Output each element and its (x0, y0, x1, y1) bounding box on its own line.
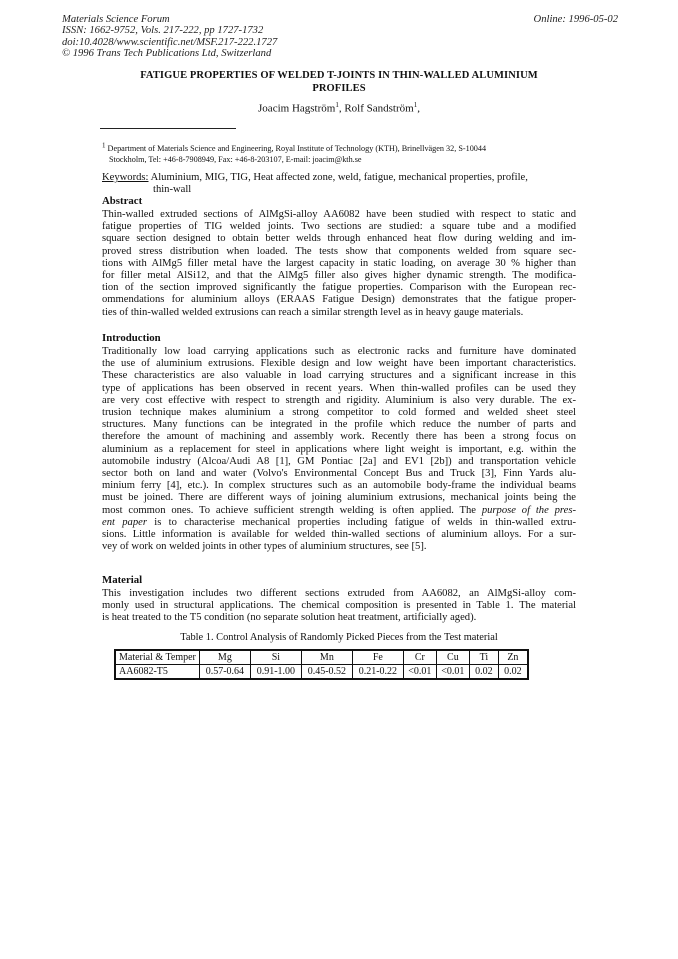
paper-title (100, 70, 578, 95)
abstract-line: Thin-walled extruded sections of AlMgSi-alloy AA6082 have been studied with respect to static and (102, 209, 576, 220)
paper-title-line-1: FATIGUE PROPERTIES OF WELDED T-JOINTS IN THIN-WALLED ALUMINIUM (140, 70, 538, 81)
introduction-line: the use of aluminium extrusions. Flexible design and low weight have been important characteristics. (102, 358, 576, 370)
table-cell: 0.45-0.52 (301, 665, 352, 680)
table-header-cell: Fe (352, 650, 403, 665)
abstract-heading: Abstract (102, 195, 143, 207)
material-line: This investigation includes two different sections extruded from AA6082, an AlMgSi-alloy com- (102, 588, 576, 599)
abstract-line: ties of thin-walled welded extrusions can reach a similar strength level as in heavy gauge materials. (102, 306, 524, 318)
introduction-line: Traditionally low load carrying applications such as electronic racks and furniture have dominated (102, 346, 576, 357)
table-cell: 0.21-0.22 (352, 665, 403, 680)
table-header-cell: Si (250, 650, 301, 665)
affiliation (102, 140, 562, 165)
introduction-line: minium ferry [4], etc.). In complex structures such as an automobile body-frame the individual beams (102, 480, 576, 492)
abstract-line: ommendations for aluminium alloys (ERAAS Fatigue Design) demonstrates that the fatigue proper- (102, 294, 576, 306)
keywords-line-2: thin-wall (153, 184, 192, 196)
material-heading: Material (102, 574, 143, 586)
table-cell: 0.02 (469, 665, 498, 680)
introduction-line: ent paper is to characterise mechanical properties including fatigue of welds in thin-walled extru- (102, 516, 576, 528)
table-cell: 0.91-1.00 (250, 665, 301, 680)
introduction-body (102, 346, 576, 553)
authors: Joacim Hagström$^1$, Rolf Sandström$^1$, (258, 101, 420, 115)
introduction-line: therefore the amount of machining and assembly work. Recently there has been a strong focus on (102, 431, 576, 443)
table-cell: 0.57-0.64 (199, 665, 250, 680)
abstract-line: tions with AlMg5 filler metal have the largest capacity in static loading, on average 30 % higher than (102, 257, 576, 269)
introduction-line: most common ones. To achieve sufficient strength welding is often applied. The purpose of the pres- (102, 504, 576, 516)
table-header-cell: Ti (469, 650, 498, 665)
introduction-line: type of applications has been observed in recent years. When thin-walled profiles can be used they (102, 382, 576, 394)
footnote-rule (100, 128, 236, 129)
table-caption: Table 1. Control Analysis of Randomly Picked Pieces from the Test material (180, 632, 498, 643)
keywords-line-1: Aluminium, MIG, TIG, Heat affected zone, weld, fatigue, mechanical properties, profile, (148, 172, 528, 183)
keywords-label: Keywords: (102, 172, 149, 183)
table-header-cell: Mn (301, 650, 352, 665)
introduction-line: vey of work on welded joints in other types of aluminium structures, see [5]. (102, 541, 427, 553)
introduction-line: These characteristics are also valuable in load carrying structures and a significant increase in this (102, 370, 576, 382)
introduction-line: structures. Many functions can be integrated in the profile which reduce the number of parts and (102, 419, 576, 431)
material-line: monly used in structural applications. The chemical composition is presented in Table 1. The material (102, 600, 576, 612)
journal-issn: ISSN: 1662-9752, Vols. 217-222, pp 1727-1732 (62, 25, 264, 37)
abstract-line: tion of the section improved significantly the fatigue properties. Comparison with the European rec- (102, 282, 576, 294)
online-date: Online: 1996-05-02 (533, 14, 618, 25)
abstract-line: proved stress distribution when loaded. The tests show that components welded from square sec- (102, 245, 576, 257)
author-2: Rolf Sandström (344, 102, 414, 115)
italic-phrase: purpose of the pres- (481, 504, 576, 516)
table-cell: <0.01 (436, 665, 469, 680)
table-cell: 0.02 (498, 665, 528, 680)
introduction-line: trusion technique makes aluminium a strong competitor to cold formed and welded sheet steel (102, 407, 576, 419)
abstract-line: fatigue properties of TIG welded joints. Two sections are studied: a square tube and a modified (102, 221, 576, 233)
table-row (115, 665, 528, 680)
table-header-row (115, 650, 528, 665)
table-cell: <0.01 (403, 665, 436, 680)
abstract-body (102, 209, 576, 319)
introduction-line: are very cost effective with respect to strength and rigidity. Aluminium is also very durable. The ex- (102, 394, 576, 406)
journal-name: Materials Science Forum (62, 14, 170, 25)
composition-table (114, 649, 529, 680)
abstract-line: for filler metal AlSi12, and that the AlMg5 filler also gives higher dynamic strength. The modifica- (102, 270, 576, 282)
journal-copyright: © 1996 Trans Tech Publications Ltd, Switzerland (62, 47, 272, 59)
author-1: Joacim Hagström (258, 102, 336, 115)
table-header-cell: Mg (199, 650, 250, 665)
abstract-line: square section designed to obtain better welds through enhanced heat flow during welding and im- (102, 233, 576, 245)
introduction-line: automobile industry (Alcoa/Audi A8 [1], GM Pontiac [2a] and EV1 [2b]) and transportation vehicle (102, 455, 576, 467)
italic-phrase: ent paper (102, 516, 147, 528)
keywords (102, 172, 574, 197)
introduction-heading: Introduction (102, 332, 161, 344)
introduction-line: must be joined. There are different ways of joining aluminium extrusions, mechanical joints being the (102, 492, 576, 504)
introduction-line: sector both on land and water (Volvo's Environmental Concept Bus and Truck [3], Finn Yards alu- (102, 468, 576, 480)
material-body (102, 588, 576, 625)
affiliation-line-1: $^1$ Department of Materials Science and Engineering, Royal Institute of Technology (KTH), Brinellvägen 32, S-10044 (102, 141, 487, 153)
introduction-line: sions. Little information is available for welded thin-walled sections of aluminium alloys. For a sur- (102, 529, 576, 541)
table-header-cell: Zn (498, 650, 528, 665)
table-cell: AA6082-T5 (115, 665, 199, 680)
table-header-cell: Cu (436, 650, 469, 665)
paper-title-line-2: PROFILES (312, 82, 366, 94)
journal-header (62, 14, 618, 59)
table-header-cell: Material & Temper (115, 650, 199, 665)
material-line: is heat treated to the T5 condition (no separate solution heat treatment, artificially aged). (102, 612, 477, 624)
affiliation-line-2: Stockholm, Tel: +46-8-7908949, Fax: +46-8-203107, E-mail: joacim@kth.se (109, 154, 362, 164)
journal-doi: doi:10.4028/www.scientific.net/MSF.217-222.1727 (62, 36, 278, 48)
introduction-line: aluminium as a replacement for steel in applications where light weight is important, e.g. within the (102, 443, 576, 455)
table-header-cell: Cr (403, 650, 436, 665)
